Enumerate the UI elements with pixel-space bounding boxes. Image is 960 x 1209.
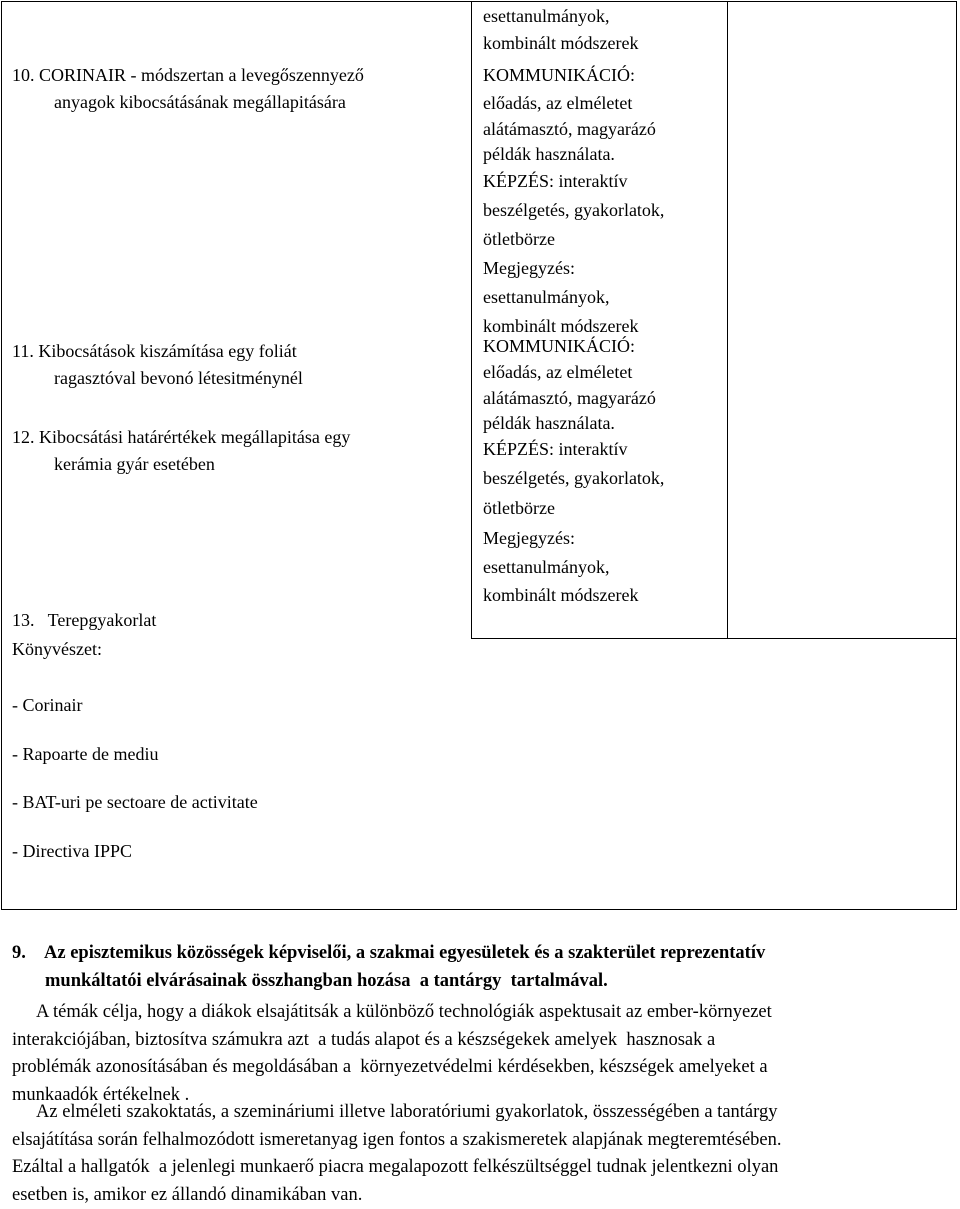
method-line: alátámasztó, magyarázó [483,385,664,411]
method-line: példák használata. [483,142,664,167]
paragraph-line: Ezáltal a hallgatók a jelenlegi munkaerő piacra megalapozott felkészültséggel tudnak jelentkezni olyan [12,1154,782,1182]
table-border-left [1,1,2,909]
paragraph-line: A témák célja, hogy a diákok elsajátitsák a különböző technológiák aspektusait az ember-környezet [12,999,772,1027]
method-line: KÉPZÉS: interaktív [483,435,664,463]
paragraph-line: munkaadók értékelnek . [12,1082,772,1110]
method-line: ötletbörze [483,493,664,523]
section-number: 9. [12,939,26,967]
bibliography-item: - Corinair [12,692,82,719]
teaching-method-continued [483,3,638,57]
teaching-method-topic-11-12 [483,333,664,609]
method-line: esettanulmányok, [483,553,664,581]
paragraph-line: interakciójában, biztosítva számukra azt a tudás alapot és a készségekek amelyek hasznosak a [12,1027,772,1055]
paragraph-line: problémák azonosításában és megoldásában a környezetvédelmi kérdésekben, készségek amelyeket a [12,1054,772,1082]
table-col-divider-1 [471,1,472,638]
method-line: kombinált módszerek [483,30,638,57]
method-line: előadás, az elméletet [483,359,664,385]
method-line: ötletbörze [483,225,664,254]
method-line: példák használata. [483,411,664,435]
method-line: KOMMUNIKÁCIÓ: [483,333,664,359]
bibliography-item: - BAT-uri pe sectoare de activitate [12,789,258,816]
course-topic-10-line2: anyagok kibocsátásának megállapitására [12,89,364,116]
method-line: Megjegyzés: [483,523,664,553]
table-border-bottom [1,909,957,910]
bibliography-label: Könyvészet: [12,636,102,663]
table-col-divider-2 [727,1,728,638]
bibliography-item: - Directiva IPPC [12,838,132,865]
table-border-top [1,1,957,2]
method-line: KOMMUNIKÁCIÓ: [483,62,664,90]
section-title [44,939,765,995]
paragraph-line: Az elméleti szakoktatás, a szemináriumi illetve laboratóriumi gyakorlatok, összességében a tantárgy [12,1099,782,1127]
course-topic-10 [12,62,364,116]
paragraph-line: elsajátítása során felhalmozódott ismeretanyag igen fontos a szakismeretek alapjának megteremtésében. [12,1127,782,1155]
method-line: beszélgetés, gyakorlatok, [483,463,664,493]
course-topic-11-line2: ragasztóval bevonó létesitménynél [12,365,303,392]
method-line: esettanulmányok, [483,283,664,312]
method-line: esettanulmányok, [483,3,638,30]
method-line: kombinált módszerek [483,312,664,341]
table-row-divider [471,638,957,639]
course-topic-11-line1: 11. Kibocsátások kiszámítása egy foliát [12,338,303,365]
course-topic-12-line2: kerámia gyár esetében [12,451,350,478]
course-topic-12-line1: 12. Kibocsátási határértékek megállapitása egy [12,424,350,451]
method-line: beszélgetés, gyakorlatok, [483,196,664,225]
section-title-line1: Az episztemikus közösségek képviselői, a szakmai egyesületek és a szakterület reprezentatív [44,939,765,967]
method-line: kombinált módszerek [483,581,664,609]
course-topic-12 [12,424,350,478]
method-line: Megjegyzés: [483,254,664,283]
bibliography-item: - Rapoarte de mediu [12,741,158,768]
teaching-method-topic-10 [483,62,664,341]
course-topic-13: 13. Terepgyakorlat [12,607,156,634]
table-border-right [956,1,957,909]
section-title-line2: munkáltatói elvárásainak összhangban hozása a tantárgy tartalmával. [44,967,765,995]
method-line: KÉPZÉS: interaktív [483,167,664,196]
course-topic-11 [12,338,303,392]
method-line: alátámasztó, magyarázó [483,116,664,142]
paragraph-line: esetben is, amikor ez állandó dinamikában van. [12,1182,782,1209]
paragraph-theory [12,1099,782,1209]
course-topic-10-line1: 10. CORINAIR - módszertan a levegőszennyező [12,62,364,89]
paragraph-objectives [12,999,772,1109]
method-line: előadás, az elméletet [483,90,664,116]
